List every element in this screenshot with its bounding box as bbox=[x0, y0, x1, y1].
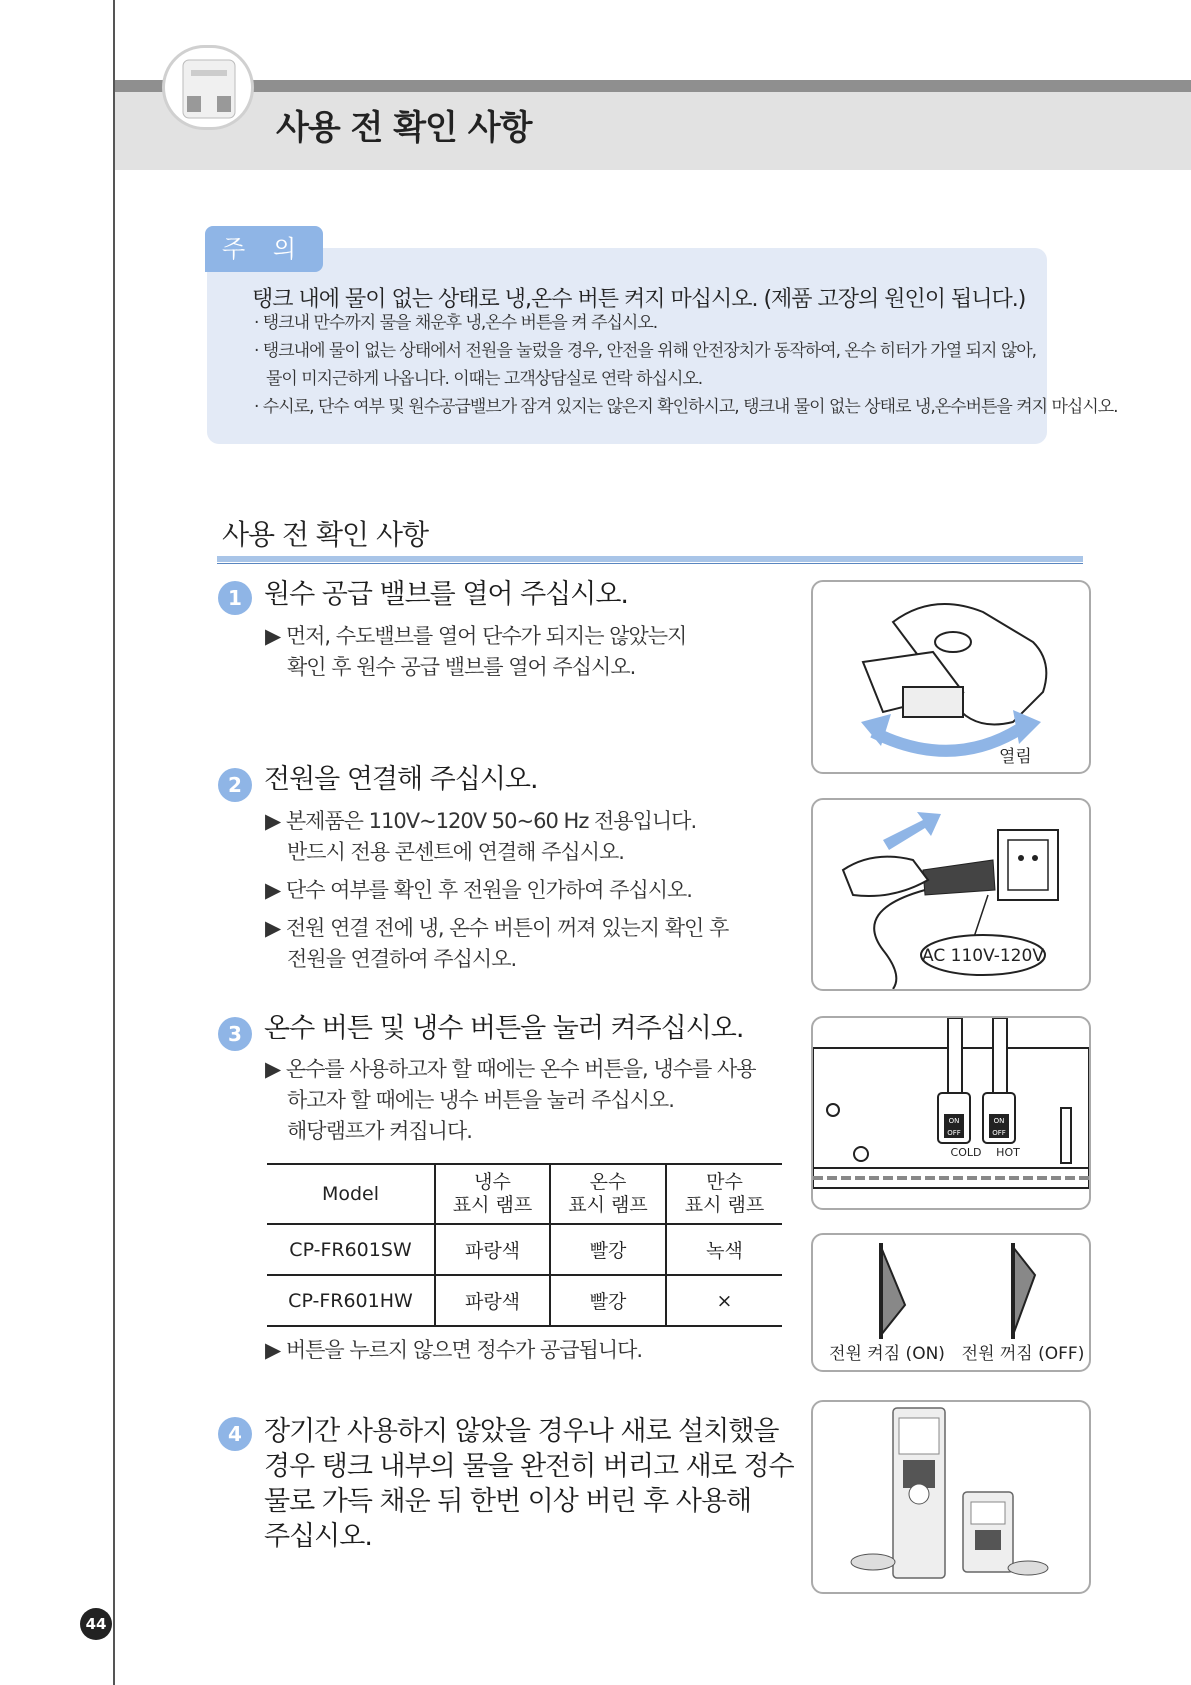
product-illustration bbox=[811, 1400, 1091, 1594]
table-cell: 파랑색 bbox=[435, 1275, 550, 1326]
switch-off-label: OFF bbox=[992, 1129, 1006, 1137]
step-number-3: 3 bbox=[218, 1017, 252, 1051]
switch-on-label: ON bbox=[993, 1117, 1005, 1125]
step-text: 전원을 연결하여 주십시오. bbox=[287, 947, 517, 971]
header-strip bbox=[115, 80, 1191, 92]
step-text: ▶ 전원 연결 전에 냉, 온수 버튼이 꺼져 있는지 확인 후 bbox=[265, 916, 729, 940]
switch-cold-label: COLD bbox=[950, 1146, 982, 1159]
step-number-1: 1 bbox=[218, 581, 252, 615]
step-title-3: 온수 버튼 및 냉수 버튼을 눌러 켜주십시오. bbox=[264, 1013, 744, 1044]
step-text: 해당램프가 켜집니다. bbox=[287, 1119, 472, 1143]
page-title: 사용 전 확인 사항 bbox=[276, 108, 532, 148]
page-number: 44 bbox=[80, 1608, 112, 1640]
table-row bbox=[267, 1224, 782, 1275]
table-cell: 녹색 bbox=[666, 1224, 782, 1275]
step-title-4: 장기간 사용하지 않았을 경우나 새로 설치했을 bbox=[264, 1416, 779, 1447]
caution-item: 물이 미지근하게 나옵니다. 이때는 고객상담실로 연락 하십시오. bbox=[266, 369, 703, 389]
caution-item: · 탱크내에 물이 없는 상태에서 전원을 눌렀을 경우, 안전을 위해 안전장치가 동작하여, 온수 히터가 가열 되지 않아, bbox=[254, 341, 1037, 361]
step-footnote: ▶ 버튼을 누르지 않으면 정수가 공급됩니다. bbox=[265, 1338, 643, 1362]
switch-off-label: OFF bbox=[947, 1129, 961, 1137]
power-illustration bbox=[811, 1233, 1091, 1372]
switch-hot-label: HOT bbox=[996, 1146, 1020, 1159]
step-text: ▶ 온수를 사용하고자 할 때에는 온수 버튼을, 냉수를 사용 bbox=[265, 1057, 756, 1081]
table-cell: 빨강 bbox=[550, 1275, 666, 1326]
section-title: 사용 전 확인 사항 bbox=[222, 518, 429, 551]
step-title-4: 주십시오. bbox=[264, 1521, 372, 1552]
step-title-4: 물로 가득 채운 뒤 한번 이상 버린 후 사용해 bbox=[264, 1486, 752, 1517]
caution-main-text: 탱크 내에 물이 없는 상태로 냉,온수 버튼 켜지 마십시오. (제품 고장의 원인이 됩니다.) bbox=[252, 287, 1026, 312]
valve-illustration bbox=[811, 580, 1091, 774]
table-header: Model bbox=[267, 1164, 435, 1224]
table-cell: CP-FR601SW bbox=[267, 1224, 435, 1275]
step-text: 하고자 할 때에는 냉수 버튼을 눌러 주십시오. bbox=[287, 1088, 674, 1112]
step-text: ▶ 단수 여부를 확인 후 전원을 인가하여 주십시오. bbox=[265, 878, 692, 902]
step-title-4: 경우 탱크 내부의 물을 완전히 버리고 새로 정수 bbox=[264, 1451, 794, 1482]
plug-illustration bbox=[811, 798, 1091, 991]
table-header: 온수 표시 램프 bbox=[550, 1164, 666, 1224]
caution-item: · 수시로, 단수 여부 및 원수공급밸브가 잠겨 있지는 않은지 확인하시고, 탱크내 물이 없는 상태로 냉,온수버튼을 켜지 마십시오. bbox=[254, 397, 1118, 417]
step-text: 확인 후 원수 공급 밸브를 열어 주십시오. bbox=[287, 655, 636, 679]
table-cell: CP-FR601HW bbox=[267, 1275, 435, 1326]
table-header: 만수 표시 램프 bbox=[666, 1164, 782, 1224]
table-header: 냉수 표시 램프 bbox=[435, 1164, 550, 1224]
step-text: ▶ 먼저, 수도밸브를 열어 단수가 되지는 않았는지 bbox=[265, 624, 687, 648]
table-cell: 파랑색 bbox=[435, 1224, 550, 1275]
margin-line bbox=[113, 0, 115, 1685]
plug-label: AC 110V-120V bbox=[922, 946, 1044, 966]
lamp-table bbox=[267, 1163, 782, 1327]
step-text: 반드시 전용 콘센트에 연결해 주십시오. bbox=[287, 840, 624, 864]
switch-on-label: ON bbox=[948, 1117, 960, 1125]
valve-label: 열림 bbox=[999, 747, 1032, 767]
step-text: ▶ 본제품은 110V~120V 50~60 Hz 전용입니다. bbox=[265, 809, 697, 833]
power-on-label: 전원 켜짐 (ON) bbox=[829, 1344, 945, 1364]
product-thumbnail bbox=[162, 45, 254, 130]
step-number-4: 4 bbox=[218, 1417, 252, 1451]
switch-illustration bbox=[811, 1016, 1091, 1210]
step-number-2: 2 bbox=[218, 768, 252, 802]
step-title-1: 원수 공급 밸브를 열어 주십시오. bbox=[264, 579, 628, 610]
caution-tag: 주 의 bbox=[205, 226, 323, 272]
section-rule bbox=[217, 556, 1083, 562]
table-cell: 빨강 bbox=[550, 1224, 666, 1275]
table-row bbox=[267, 1275, 782, 1326]
section-rule-line bbox=[217, 563, 1083, 564]
table-cell: × bbox=[666, 1275, 782, 1326]
step-title-2: 전원을 연결해 주십시오. bbox=[264, 764, 538, 795]
caution-item: · 탱크내 만수까지 물을 채운후 냉,온수 버튼을 켜 주십시오. bbox=[254, 313, 658, 333]
power-off-label: 전원 꺼짐 (OFF) bbox=[961, 1344, 1085, 1364]
